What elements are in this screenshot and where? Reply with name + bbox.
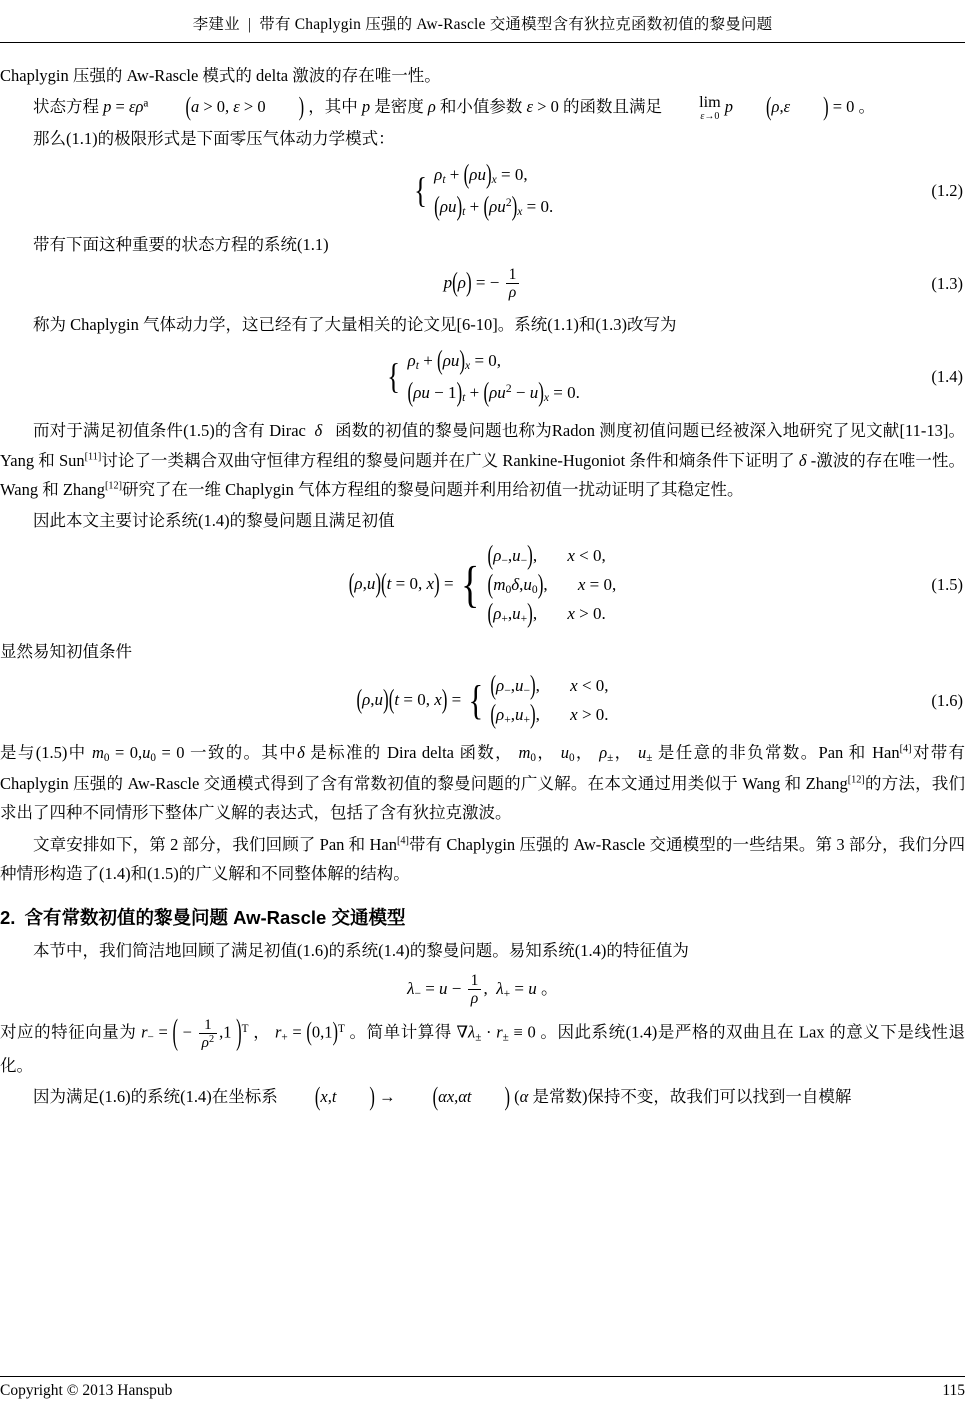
running-head-author: 李建业 <box>192 16 240 33</box>
section-heading <box>0 904 965 930</box>
article-body <box>0 61 965 1112</box>
equation-1-4-line-1: $\rho_t + (\rho u)_x = 0$, <box>407 345 502 376</box>
paragraph-5: 称为 Chaplygin 气体动力学，这已经有了大量相关的论文见[6-10]。系统(1.1)和(1.3)改写为 <box>33 314 677 334</box>
equation-1-2 <box>0 159 965 222</box>
equation-1-5-lhs: (ρ,u)(t = 0, x) = <box>348 568 458 599</box>
page-footer <box>0 1376 965 1400</box>
equation-1-6-lhs: (ρ,u)(t = 0, x) = <box>356 683 466 715</box>
paragraph-11: 本节中，我们简洁地回顾了满足初值(1.6)的系统(1.4)的黎曼问题。易知系统(1.4)的特征值为 <box>33 941 689 961</box>
equation-1-5 <box>0 539 965 629</box>
section-number: 2. <box>0 907 16 929</box>
equation-1-5-case-2: (m0δ,u0), x = 0, <box>487 568 617 600</box>
equation-number-1-4: (1.4) <box>931 366 963 386</box>
equation-1-3 <box>0 266 965 302</box>
equation-1-6-case-1: (ρ−,u−), x < 0, <box>490 670 609 701</box>
running-head <box>0 0 965 34</box>
citation-12b: [12] <box>847 774 865 786</box>
running-head-separator: | <box>247 16 252 33</box>
paragraph-8: 显然易知初值条件 <box>0 641 132 661</box>
equation-1-5-case-1: (ρ−,u−), x < 0, <box>487 539 606 571</box>
paragraph-2: 状态方程 $p = \varepsilon\rho^a$ (a > 0, ε > 0 ) ，其中 p 是密度 ρ 和小值参数 ε > 0 的函数且满足 lim ε→0 p (ρ,ε ) = 0 。 <box>33 91 876 122</box>
page-number: 115 <box>942 1382 965 1399</box>
equation-1-2-line-1: $\rho_t + (\rho u)_x = 0$, <box>434 159 528 190</box>
paragraph-9: 是与(1.5)中 m0 = 0,u0 = 0 一致的。其中δ 是标准的 Dira delta 函数， m0， u0， ρ±， u± 是任意的非负常数。Pan 和 Han[4]对带有 Chaplygin 压强的 Aw-Rascle 交通模式得到了含有常数初值的黎曼问题的广义解。在本文通过用类似于 Wang 和 Zhang[12]的方法，我们求出了四种不同情形下整体广义解的表达式，包括了含有狄拉克激波。 <box>0 742 965 823</box>
header-divider <box>0 42 965 43</box>
equation-1-6 <box>0 672 965 730</box>
paragraph-6: 而对于满足初值条件(1.5)的含有 Dirac δ 函数的初值的黎曼问题也称为Radon 测度初值问题已经被深入地研究了见文献[11-13]。Yang 和 Sun[11]讨论了一类耦合双曲守恒律方程组的黎曼问题并在广义 Rankine-Hugoniot 条件和熵条件下证明了 δ -激波的存在唯一性。Wang 和 Zhang[12]研究了在一维 Chaplygin 气体方程组的黎曼问题并利用给初值一扰动证明了其稳定性。 <box>0 421 965 500</box>
equation-1-3-body: p(ρ) = − $\frac{1}{\rho}$ <box>0 266 965 302</box>
equation-1-6-case-2: (ρ+,u+), x > 0. <box>490 699 609 730</box>
formula-state-equation: p <box>103 97 112 117</box>
equation-1-4 <box>0 345 965 408</box>
paragraph-4: 带有下面这种重要的状态方程的系统(1.1) <box>33 235 329 255</box>
equation-number-1-6: (1.6) <box>931 690 963 710</box>
paragraph-1: Chaplygin 压强的 Aw-Rascle 模式的 delta 激波的存在唯一性。 <box>0 66 441 85</box>
equation-eigenvalues <box>0 972 965 1008</box>
equation-eigenvalues-body: λ− = u − $\frac{1}{\rho}$ , λ+ = u 。 <box>407 971 558 1008</box>
equation-1-5-case-3: (ρ+,u+), x > 0. <box>487 597 606 629</box>
citation-4b: [4] <box>396 835 409 847</box>
equation-brace: { <box>467 677 483 723</box>
equation-brace: { <box>387 355 401 396</box>
copyright-text: Copyright © 2013 Hanspub <box>0 1382 173 1399</box>
citation-4: [4] <box>899 743 912 755</box>
paragraph-13: 因为满足(1.6)的系统(1.4)在坐标系 (x,t ) → (αx,αt ) (α 是常数)保持不变，故我们可以找到一自模解 <box>33 1081 852 1112</box>
footer-divider <box>0 1376 965 1377</box>
equation-number-1-2: (1.2) <box>931 180 963 200</box>
equation-brace: { <box>460 556 480 613</box>
paragraph-12: 对应的特征向量为 r− = ( − $\frac{1}{\rho^2}$ ,1 )$^T$ ， $r+ = (0,1)^T$ 。简单计算得 ∇λ± · r± ≡ 0 。因此系统(1.4)是严格的双曲且在 Lax 的意义下是线性退化。 <box>0 1010 965 1075</box>
equation-1-4-line-2: $(\rho u - 1)_t + (\rho u^2 - u)_x = 0$. <box>407 376 580 408</box>
citation-11: [11] <box>84 451 102 463</box>
equation-number-1-5: (1.5) <box>931 575 963 595</box>
citation-12: [12] <box>104 480 123 492</box>
running-head-title: 带有 Chaplygin 压强的 Aw-Rascle 交通模型含有狄拉克函数初值的黎曼问题 <box>259 16 773 33</box>
equation-number-1-3: (1.3) <box>931 273 963 293</box>
section-title: 含有常数初值的黎曼问题 Aw-Rascle 交通模型 <box>24 907 406 929</box>
paragraph-7: 因此本文主要讨论系统(1.4)的黎曼问题且满足初值 <box>33 511 395 531</box>
equation-brace: { <box>413 169 427 210</box>
paragraph-3: 那么(1.1)的极限形式是下面零压气体动力学模式： <box>33 128 395 148</box>
paragraph-10: 文章安排如下，第 2 部分，我们回顾了 Pan 和 Han[4]带有 Chaplygin 压强的 Aw-Rascle 交通模型的一些结果。第 3 部分，我们分四种情形构造了(1.4)和(1.5)的广义解和不同整体解的结构。 <box>0 834 965 884</box>
equation-1-2-line-2: $(\rho u)_t + (\rho u^2)_x = 0$. <box>434 190 554 222</box>
